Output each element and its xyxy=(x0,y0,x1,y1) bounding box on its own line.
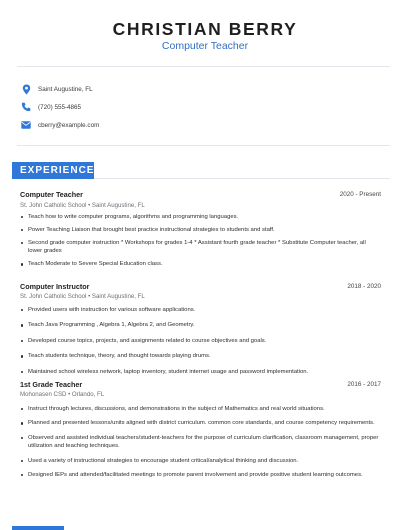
job-dates: 2018 - 2020 xyxy=(347,283,381,290)
job-bullets xyxy=(20,306,380,376)
job-bullets xyxy=(20,213,380,269)
list-item: Observed and assisted individual teachers/student-teachers for the purpose of curriculum clarification, classroom management, proper utilization and teaching techniques. xyxy=(20,434,380,451)
location-text: Saint Augustine, FL xyxy=(38,85,93,93)
job-organization: Mohonasen CSD • Orlando, FL xyxy=(20,391,105,398)
job-organization: St. John Catholic School • Saint Augustine, FL xyxy=(20,202,145,209)
list-item: Teach how to write computer programs, algorithms and programming languages. xyxy=(20,213,380,221)
job-bullets xyxy=(20,405,380,479)
contact-phone xyxy=(20,101,81,113)
list-item: Designed IEPs and attended/facilitated meetings to promote parent involvement and provide positive student learning outcomes. xyxy=(20,471,380,479)
email-icon xyxy=(20,119,32,131)
list-item: Maintained school wireless network, laptop inventory, student internet usage and password implementation. xyxy=(20,368,380,376)
job-title: Computer Teacher xyxy=(20,190,83,199)
phone-icon xyxy=(20,101,32,113)
email-text: cberry@example.com xyxy=(38,121,100,129)
phone-text: (720) 555-4865 xyxy=(38,103,82,111)
list-item: Second grade computer instruction * Workshops for grades 1-4 * Assistant fourth grade teacher * Substitute Computer teacher, all lower grades xyxy=(20,239,380,256)
list-item: Provided users with instruction for various software applications. xyxy=(20,306,380,314)
job-organization: St. John Catholic School • Saint Augustine, FL xyxy=(20,293,145,300)
job-title: Computer Instructor xyxy=(20,282,90,291)
contact-email xyxy=(20,119,99,131)
candidate-title: Computer Teacher xyxy=(161,40,249,52)
list-item: Power Teaching Liaison that brought best practice instructional strategies to students and staff. xyxy=(20,226,380,234)
divider xyxy=(17,145,390,146)
list-item: Teach Java Programming , Algebra 1, Algebra 2, and Geometry. xyxy=(20,321,380,329)
job-dates: 2016 - 2017 xyxy=(347,381,381,388)
list-item: Developed course topics, projects, and assignments related to course objectives and goals. xyxy=(20,337,380,345)
list-item: Teach Moderate to Severe Special Education class. xyxy=(20,260,380,268)
list-item: Planned and presented lessons/units aligned with district curriculum. common core standards, and course competency requirements. xyxy=(20,419,380,427)
list-item: Teach students technique, theory, and thought towards playing drums. xyxy=(20,352,380,360)
job-title: 1st Grade Teacher xyxy=(20,380,83,389)
section-heading-rule xyxy=(94,178,390,179)
candidate-name: CHRISTIAN BERRY xyxy=(112,19,298,39)
list-item: Used a variety of instructional strategies to encourage student critical/analytical thinking and discussion. xyxy=(20,457,380,465)
section-heading-experience: EXPERIENCE xyxy=(12,162,94,179)
location-pin-icon xyxy=(20,83,32,95)
contact-location xyxy=(20,83,93,95)
job-dates: 2020 - Present xyxy=(339,191,381,198)
next-section-banner xyxy=(12,526,64,530)
list-item: Instruct through lectures, discussions, and demonstrations in the subject of Mathematics and real world situations. xyxy=(20,405,380,413)
divider xyxy=(17,66,390,67)
